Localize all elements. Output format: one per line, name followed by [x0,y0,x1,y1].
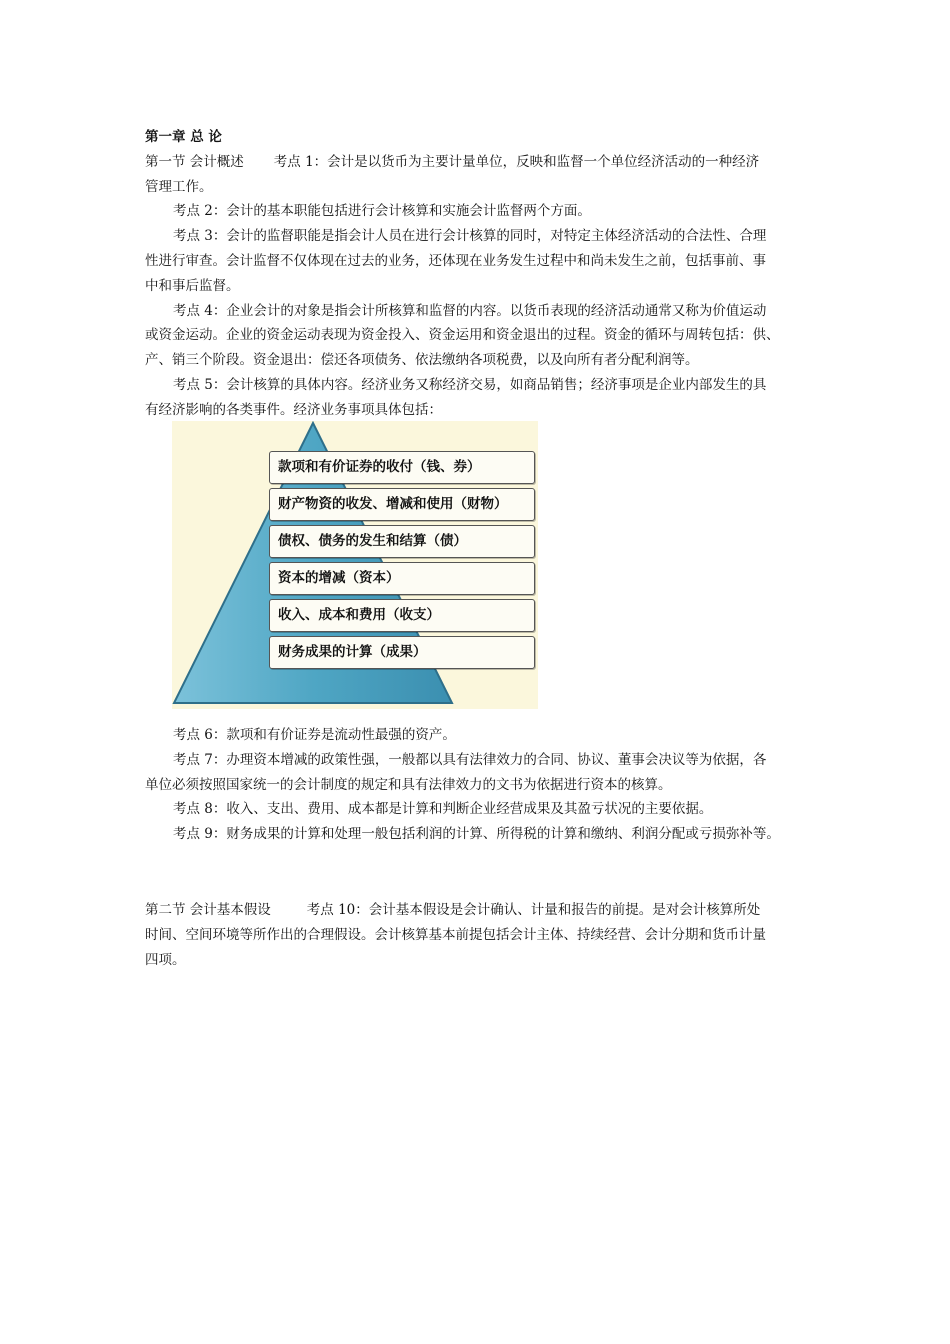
point10-text: 考点 10：会计基本假设是会计确认、计量和报告的前提。是对会计核算所处 [306,902,761,918]
point3-line3: 中和事后监督。 [145,277,240,294]
point4-line2: 或资金运动。企业的资金运动表现为资金投入、资金运用和资金退出的过程。资金的循环与周转包括：供、 [145,327,780,344]
point7-line1: 考点 7：办理资本增减的政策性强，一般都以具有法律效力的合同、协议、董事会决议等为依据，各 [173,751,767,768]
pyramid-item-property: 财产物资的收发、增减和使用（财物） [269,488,535,521]
point4-line1: 考点 4：企业会计的对象是指会计所核算和监督的内容。以货币表现的经济活动通常又称为价值运动 [173,302,767,319]
point4-line3: 产、销三个阶段。资金退出：偿还各项债务、依法缴纳各项税费，以及向所有者分配利润等。 [145,352,699,369]
point3-line2: 性进行审查。会计监督不仅体现在过去的业务，还体现在业务发生过程中和尚未发生之前，包括事前、事 [145,252,766,269]
point6-line1: 考点 6：款项和有价证券是流动性最强的资产。 [173,727,456,743]
point7-line2: 单位必须按照国家统一的会计制度的规定和具有法律效力的文书为依据进行资本的核算。 [145,776,672,793]
pyramid-item-capital: 资本的增减（资本） [269,562,535,595]
point1-text: 考点 1：会计是以货币为主要计量单位，反映和监督一个单位经济活动的一种经济 [273,153,760,170]
point1-line1 [145,150,825,175]
pyramid-item-debt: 债权、债务的发生和结算（债） [269,525,535,558]
point5-line1: 考点 5：会计核算的具体内容。经济业务又称经济交易，如商品销售；经济事项是企业内部发生的具 [173,376,767,393]
pyramid-item-income: 收入、成本和费用（收支） [269,599,535,632]
point9-line1: 考点 9：财务成果的计算和处理一般包括利润的计算、所得税的计算和缴纳、利润分配或亏损弥补等。 [173,826,780,843]
points-after-text [145,723,825,847]
point5-line2: 有经济影响的各类事件。经济业务事项具体包括： [145,401,442,418]
point10-line1 [145,898,825,923]
point8-line1: 考点 8：收入、支出、费用、成本都是计算和判断企业经营成果及其盈亏状况的主要依据。 [173,801,713,818]
point2-line1: 考点 2：会计的基本职能包括进行会计核算和实施会计监督两个方面。 [173,203,591,220]
point10-line2: 时间、空间环境等所作出的合理假设。会计核算基本前提包括会计主体、持续经营、会计分期和货币计量 [145,926,766,943]
section2-text [145,898,825,972]
section1-heading: 第一节 会计概述 [145,153,244,170]
point10-line3: 四项。 [145,951,186,968]
pyramid-diagram [172,421,538,709]
pyramid-item-cash: 款项和有价证券的收付（钱、券） [269,451,535,484]
pyramid-item-results: 财务成果的计算（成果） [269,636,535,669]
point3-line1: 考点 3：会计的监督职能是指会计人员在进行会计核算的同时，对特定主体经济活动的合法性、合理 [173,228,767,245]
point1-line2: 管理工作。 [145,178,213,195]
section2-heading: 第二节 会计基本假设 [145,902,271,918]
chapter-title: 第一章 总 论 [145,129,222,145]
section1-text [145,125,825,423]
